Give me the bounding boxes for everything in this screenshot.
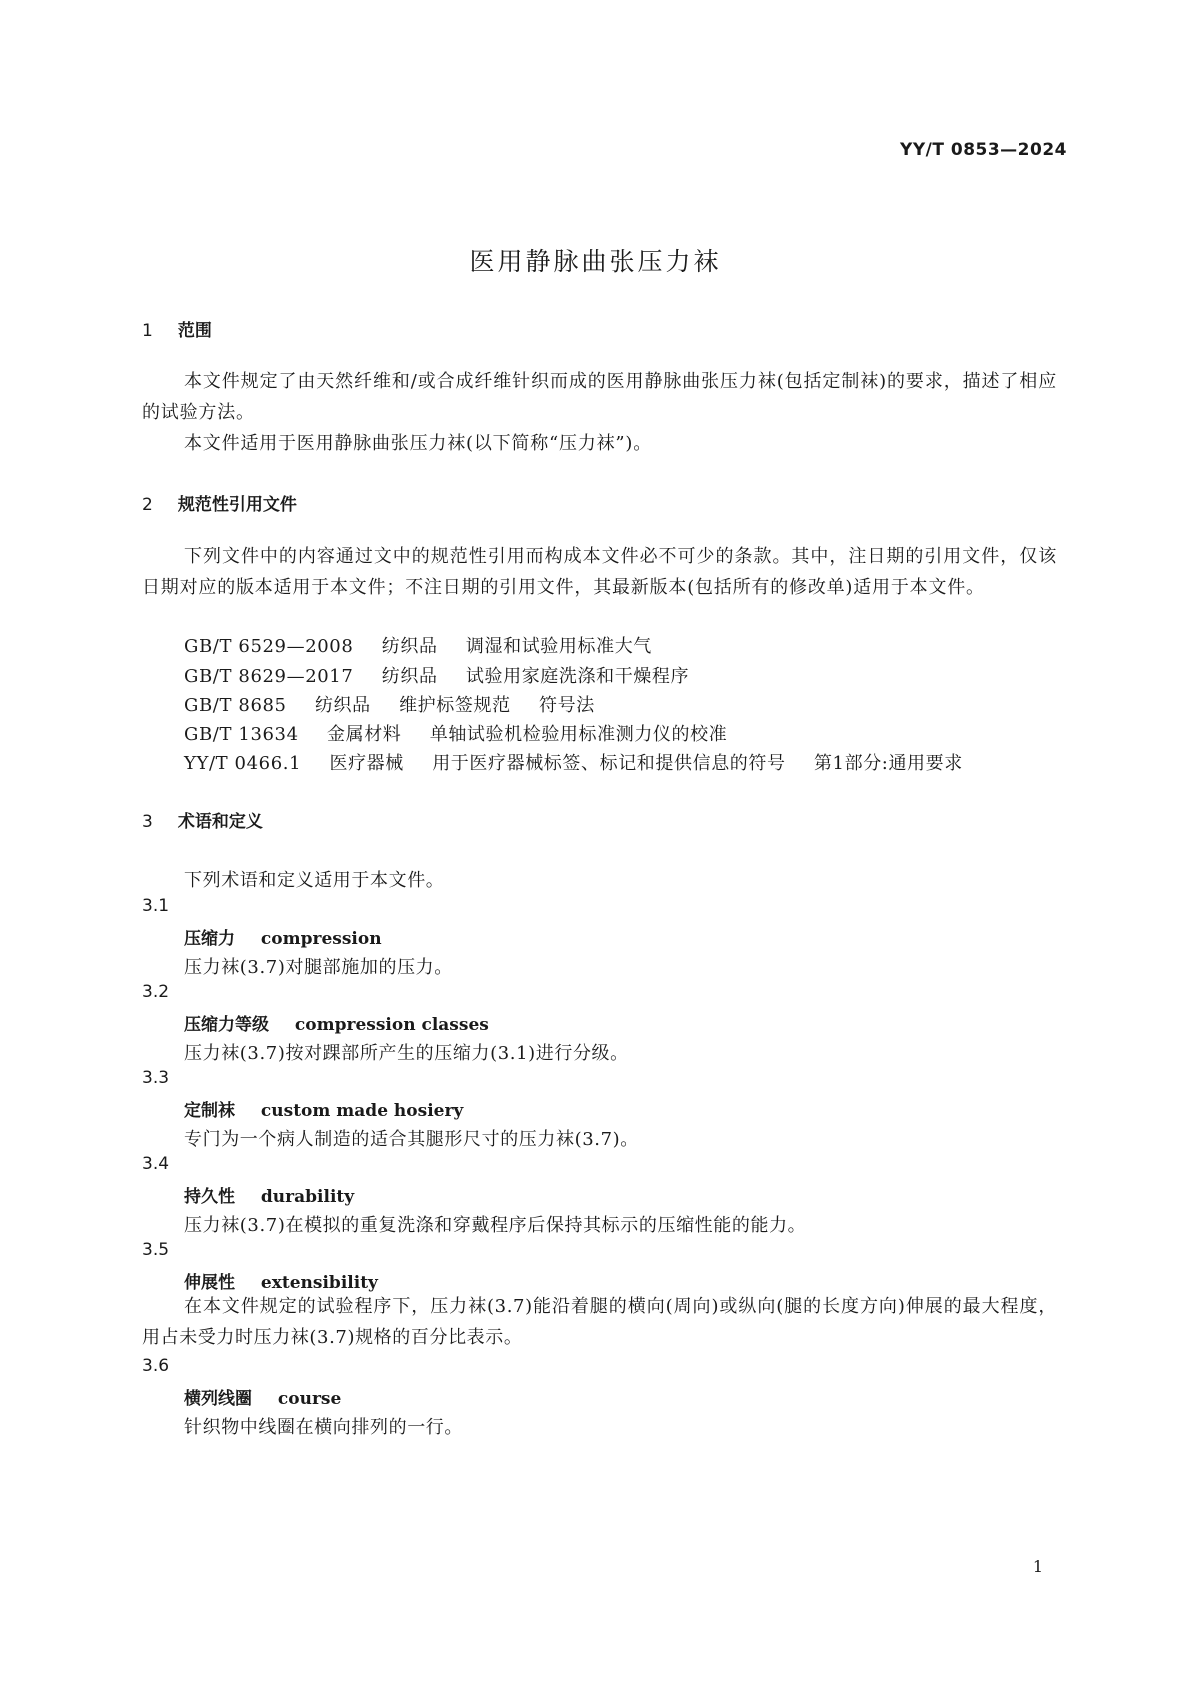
- term-number: 3.2: [142, 982, 170, 1002]
- reference-part: 金属材料: [327, 724, 402, 745]
- term-definition: 专门为一个病人制造的适合其腿形尺寸的压力袜(3.7)。: [184, 1129, 639, 1150]
- section-title: 规范性引用文件: [177, 495, 297, 515]
- reference-code: GB/T 6529—2008: [184, 636, 354, 657]
- term-heading: [184, 1268, 378, 1293]
- document-title: 医用静脉曲张压力袜: [469, 247, 722, 276]
- reference-part: 第1部分:通用要求: [813, 753, 963, 774]
- section-title: 范围: [177, 321, 212, 341]
- section-3-heading: [142, 807, 263, 832]
- section-number: 3: [142, 812, 153, 832]
- section-1-heading: [142, 316, 212, 341]
- term-number: 3.5: [142, 1240, 170, 1260]
- term-english: compression: [260, 929, 382, 949]
- reference-part: 纺织品: [314, 695, 371, 716]
- term-heading: [184, 1384, 341, 1409]
- standard-number: YY/T 0853—2024: [900, 140, 1067, 160]
- term-number: 3.3: [142, 1068, 170, 1088]
- reference-code: GB/T 8629—2017: [184, 666, 354, 687]
- term-chinese: 定制袜: [184, 1101, 235, 1121]
- section-title: 术语和定义: [177, 812, 263, 832]
- term-heading: [184, 1010, 489, 1035]
- term-english: custom made hosiery: [260, 1101, 464, 1121]
- page-number: 1: [1032, 1557, 1043, 1576]
- term-chinese: 持久性: [184, 1187, 235, 1207]
- references-intro: 下列文件中的内容通过文中的规范性引用而构成本文件必不可少的条款。其中，注日期的引用文件，仅该日期对应的版本适用于本文件；不注日期的引用文件，其最新版本(包括所有的修改单)适用于本文件。: [142, 546, 1057, 598]
- reference-item: [184, 632, 674, 658]
- reference-item: [184, 720, 749, 746]
- reference-part: 调湿和试验用标准大气: [465, 636, 652, 657]
- reference-code: GB/T 13634: [184, 724, 299, 745]
- reference-part: 单轴试验机检验用标准测力仪的校准: [429, 724, 728, 745]
- reference-code: YY/T 0466.1: [184, 753, 302, 774]
- reference-part: 用于医疗器械标签、标记和提供信息的符号: [432, 753, 786, 774]
- term-english: course: [277, 1389, 342, 1409]
- term-definition: 压力袜(3.7)按对踝部所产生的压缩力(3.1)进行分级。: [184, 1043, 629, 1064]
- term-heading: [184, 1096, 463, 1121]
- term-english: compression classes: [294, 1015, 489, 1035]
- reference-item: [184, 691, 617, 717]
- section-2-heading: [142, 490, 297, 515]
- term-chinese: 横列线圈: [184, 1389, 252, 1409]
- term-definition: 压力袜(3.7)在模拟的重复洗涤和穿戴程序后保持其标示的压缩性能的能力。: [184, 1215, 807, 1236]
- reference-item: [184, 662, 711, 688]
- scope-paragraph-1: 本文件规定了由天然纤维和/或合成纤维针织而成的医用静脉曲张压力袜(包括定制袜)的要求，描述了相应的试验方法。: [142, 371, 1057, 423]
- scope-paragraph-2: 本文件适用于医用静脉曲张压力袜(以下简称“压力袜”)。: [184, 433, 653, 454]
- section-number: 2: [142, 495, 153, 515]
- reference-part: 维护标签规范: [399, 695, 511, 716]
- reference-part: 符号法: [539, 695, 595, 716]
- reference-part: 纺织品: [381, 666, 438, 687]
- section-number: 1: [142, 321, 153, 341]
- reference-item: [184, 749, 985, 775]
- term-number: 3.6: [142, 1356, 170, 1376]
- term-number: 3.1: [142, 896, 170, 916]
- reference-part: 医疗器械: [329, 753, 404, 774]
- term-chinese: 伸展性: [184, 1273, 235, 1293]
- term-heading: [184, 924, 382, 949]
- term-definition: 压力袜(3.7)对腿部施加的压力。: [184, 957, 453, 978]
- reference-part: 纺织品: [381, 636, 438, 657]
- term-definition: 在本文件规定的试验程序下，压力袜(3.7)能沿着腿的横向(周向)或纵向(腿的长度方向)伸展的最大程度，用占未受力时压力袜(3.7)规格的百分比表示。: [142, 1296, 1057, 1348]
- reference-part: 试验用家庭洗涤和干燥程序: [465, 666, 690, 687]
- term-english: durability: [260, 1187, 355, 1207]
- term-number: 3.4: [142, 1154, 170, 1174]
- reference-code: GB/T 8685: [184, 695, 287, 716]
- term-chinese: 压缩力: [184, 929, 235, 949]
- terms-intro: 下列术语和定义适用于本文件。: [184, 870, 445, 891]
- term-definition: 针织物中线圈在横向排列的一行。: [184, 1417, 463, 1438]
- term-english: extensibility: [260, 1273, 378, 1293]
- term-heading: [184, 1182, 354, 1207]
- term-chinese: 压缩力等级: [184, 1015, 269, 1035]
